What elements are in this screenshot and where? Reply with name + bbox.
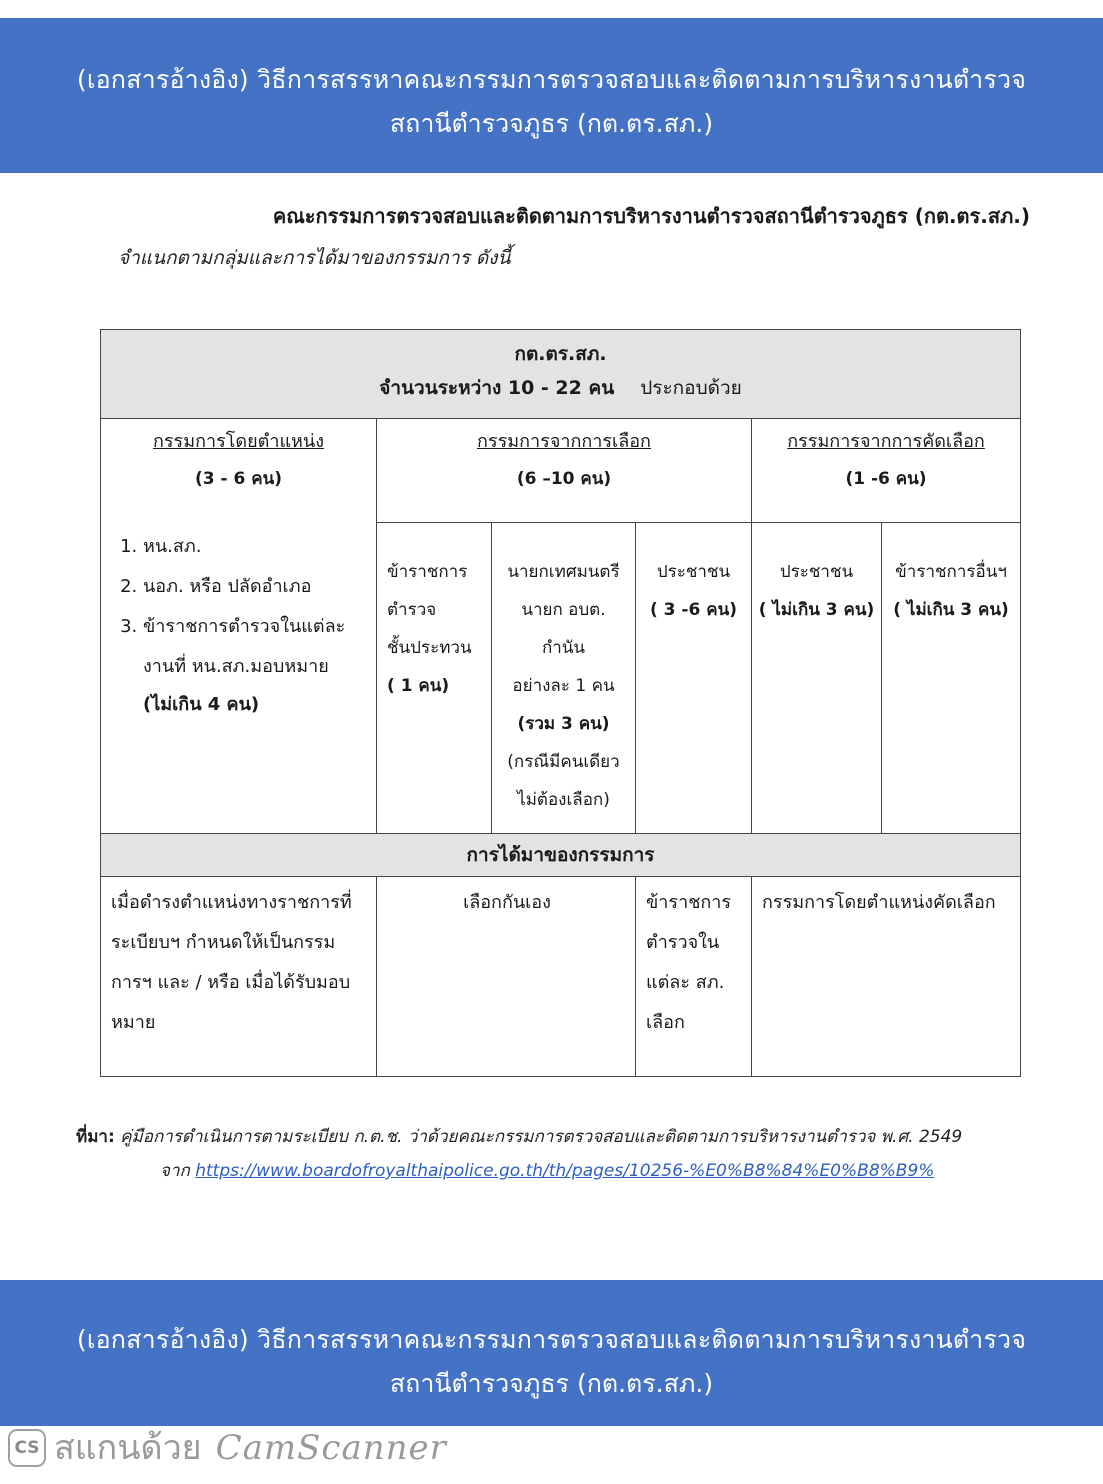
camscanner-watermark [8, 1428, 447, 1468]
group-selected [752, 419, 1021, 523]
list-item: 1. หน.สภ. [143, 527, 368, 567]
ex-officio-column [101, 419, 377, 834]
watermark-app-name: CamScanner [215, 1428, 447, 1468]
banner-line-2: สถานีตำรวจภูธร (กต.ตร.สภ.) [389, 1369, 714, 1398]
group-elected [377, 419, 752, 523]
group-selected-label: กรรมการจากการคัดเลือก [787, 431, 985, 453]
camscanner-logo-icon: CS [8, 1429, 46, 1467]
selected-public-cell: ประชาชน ( ไม่เกิน 3 คน) [752, 523, 882, 833]
ex-officio-limit: (ไม่เกิน 4 คน) [143, 694, 260, 716]
watermark-text: สแกนด้วย [54, 1428, 202, 1468]
selected-other-cell: ข้าราชการอื่นฯ ( ไม่เกิน 3 คน) [882, 523, 1021, 833]
source-note [76, 1120, 1036, 1188]
source-label: ที่มา: [76, 1127, 115, 1147]
acquisition-elected-among: เลือกกันเอง [377, 876, 636, 1076]
acquisition-title: การได้มาของกรรมการ [101, 833, 1021, 876]
document-heading: คณะกรรมการตรวจสอบและติดตามการบริหารงานตำรวจสถานีตำรวจภูธร (กต.ตร.สภ.) [272, 204, 1030, 228]
top-banner [0, 18, 1103, 173]
table-title-cell [101, 330, 1021, 419]
document-subheading: จำแนกตามกลุ่มและการได้มาของกรรมการ ดังนี้ [118, 247, 511, 269]
source-from-label: จาก [160, 1161, 190, 1181]
ex-officio-list [111, 527, 368, 687]
group-ex-officio-count: (3 - 6 คน) [194, 469, 282, 490]
list-item: 2. นอภ. หรือ ปลัดอำเภอ [143, 567, 368, 607]
group-selected-count: (1 -6 คน) [845, 469, 927, 490]
elected-public-cell: ประชาชน ( 3 -6 คน) [636, 523, 752, 833]
list-item: 3. ข้าราชการตำรวจในแต่ละงานที่ หน.สภ.มอบหมาย [143, 607, 368, 687]
group-elected-label: กรรมการจากการเลือก [477, 431, 651, 453]
member-count: จำนวนระหว่าง 10 - 22 คน [379, 377, 615, 399]
source-link[interactable]: https://www.boardofroyalthaipolice.go.th/th/pages/10256-%E0%B8%84%E0%B8%B9% [195, 1161, 935, 1181]
committee-table [100, 329, 1021, 1077]
banner-line-1: (เอกสารอ้างอิง) วิธีการสรรหาคณะกรรมการตรวจสอบและติดตามการบริหารงานตำรวจ [76, 1325, 1027, 1354]
group-ex-officio-label: กรรมการโดยตำแหน่ง [152, 431, 325, 453]
table-title: กต.ตร.สภ. [514, 343, 607, 365]
source-text: คู่มือการดำเนินการตามระเบียบ ก.ต.ช. ว่าด้วยคณะกรรมการตรวจสอบและติดตามการบริหารงานตำรวจ พ.ศ. 2549 [120, 1127, 963, 1147]
bottom-banner [0, 1280, 1103, 1426]
local-leaders-cell: นายกเทศมนตรี นายก อบต. กำนัน อย่างละ 1 คน (รวม 3 คน) (กรณีมีคนเดียว ไม่ต้องเลือก) [492, 523, 636, 833]
banner-line-1: (เอกสารอ้างอิง) วิธีการสรรหาคณะกรรมการตรวจสอบและติดตามการบริหารงานตำรวจ [76, 65, 1027, 94]
group-elected-count: (6 –10 คน) [516, 469, 612, 490]
acquisition-ex-officio: เมื่อดำรงตำแหน่งทางราชการที่ระเบียบฯ กำหนดให้เป็นกรรมการฯ และ / หรือ เมื่อได้รับมอบหมาย [101, 876, 377, 1076]
acquisition-selected-by: กรรมการโดยตำแหน่งคัดเลือก [752, 876, 1021, 1076]
police-officer-cell: ข้าราชการ ตำรวจ ชั้นประทวน ( 1 คน) [377, 523, 492, 833]
acquisition-police-select: ข้าราชการตำรวจในแต่ละ สภ. เลือก [636, 876, 752, 1076]
banner-line-2: สถานีตำรวจภูธร (กต.ตร.สภ.) [389, 109, 714, 138]
composed-of-label: ประกอบด้วย [640, 377, 742, 399]
